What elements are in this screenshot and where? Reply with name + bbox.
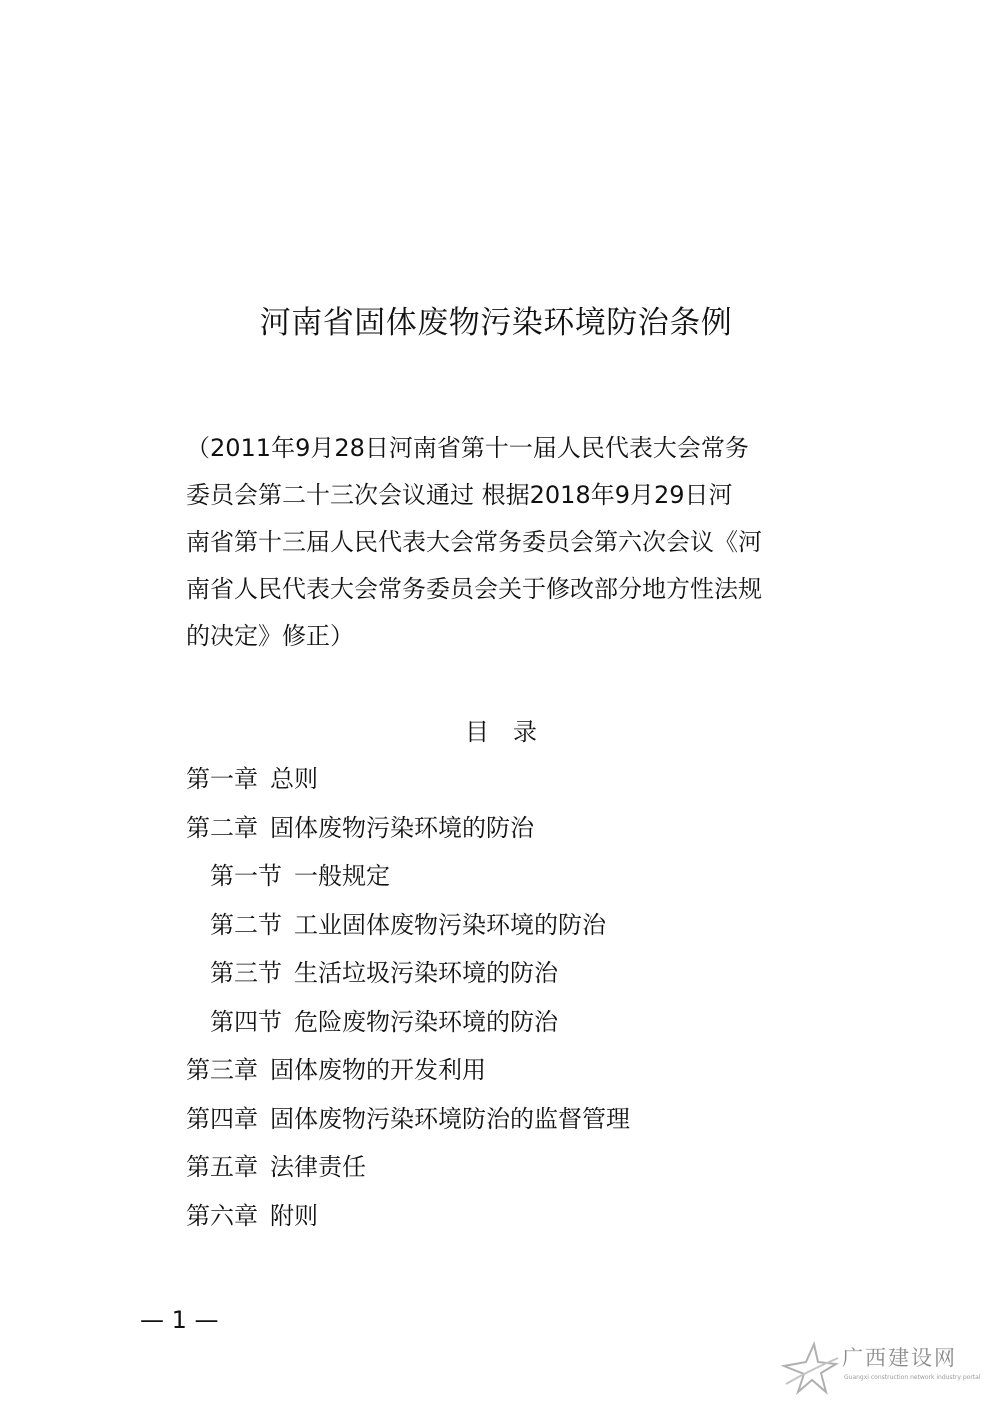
toc-label: 生活垃圾污染环境的防治 xyxy=(294,959,558,987)
document-title: 河南省固体废物污染环境防治条例 xyxy=(259,305,733,341)
toc-label: 固体废物污染环境防治的监督管理 xyxy=(270,1104,630,1133)
watermark-tagline: Guangxi construction network industry portal xyxy=(844,1374,981,1381)
toc-section xyxy=(186,1001,806,1050)
toc-heading: 目 录 xyxy=(465,718,537,746)
toc-number: 第六章 xyxy=(186,1201,258,1230)
toc-section xyxy=(186,952,806,1001)
table-of-contents xyxy=(186,758,806,1243)
toc-section xyxy=(186,904,806,953)
toc-label: 总则 xyxy=(270,765,318,793)
toc-number: 第四章 xyxy=(186,1104,258,1133)
toc-label: 危险废物污染环境的防治 xyxy=(294,1007,558,1036)
toc-number: 第一章 xyxy=(186,765,258,793)
toc-section xyxy=(186,855,806,904)
toc-chapter xyxy=(186,807,806,856)
enactment-note-line: 南省人民代表大会常务委员会关于修改部分地方性法规 xyxy=(186,575,762,603)
enactment-note-line: 南省第十三届人民代表大会常务委员会第六次会议《河 xyxy=(186,528,762,556)
watermark-name: 广西建设网 xyxy=(842,1346,957,1370)
toc-chapter xyxy=(186,1049,806,1098)
enactment-note xyxy=(186,425,826,660)
toc-number: 第五章 xyxy=(186,1153,258,1181)
toc-label: 工业固体废物污染环境的防治 xyxy=(294,910,606,939)
star-logo-icon xyxy=(780,1340,840,1396)
toc-label: 固体废物的开发利用 xyxy=(270,1056,486,1084)
enactment-note-line: 的决定》修正） xyxy=(186,622,354,650)
toc-label: 法律责任 xyxy=(270,1153,366,1181)
enactment-note-line: 委员会第二十三次会议通过 根据2018年9月29日河 xyxy=(186,481,733,509)
enactment-note-line: （2011年9月28日河南省第十一届人民代表大会常务 xyxy=(186,434,749,462)
toc-label: 固体废物污染环境的防治 xyxy=(270,813,534,842)
toc-chapter xyxy=(186,1098,806,1147)
watermark xyxy=(780,1340,980,1396)
toc-number: 第二节 xyxy=(210,910,282,939)
toc-number: 第一节 xyxy=(210,862,282,890)
toc-chapter xyxy=(186,1195,806,1244)
toc-number: 第三章 xyxy=(186,1056,258,1084)
toc-number: 第二章 xyxy=(186,813,258,842)
toc-label: 附则 xyxy=(270,1201,318,1230)
toc-number: 第四节 xyxy=(210,1007,282,1036)
toc-chapter xyxy=(186,758,806,807)
toc-label: 一般规定 xyxy=(294,862,390,890)
toc-number: 第三节 xyxy=(210,959,282,987)
toc-chapter xyxy=(186,1146,806,1195)
page-number: — 1 — xyxy=(140,1306,219,1334)
